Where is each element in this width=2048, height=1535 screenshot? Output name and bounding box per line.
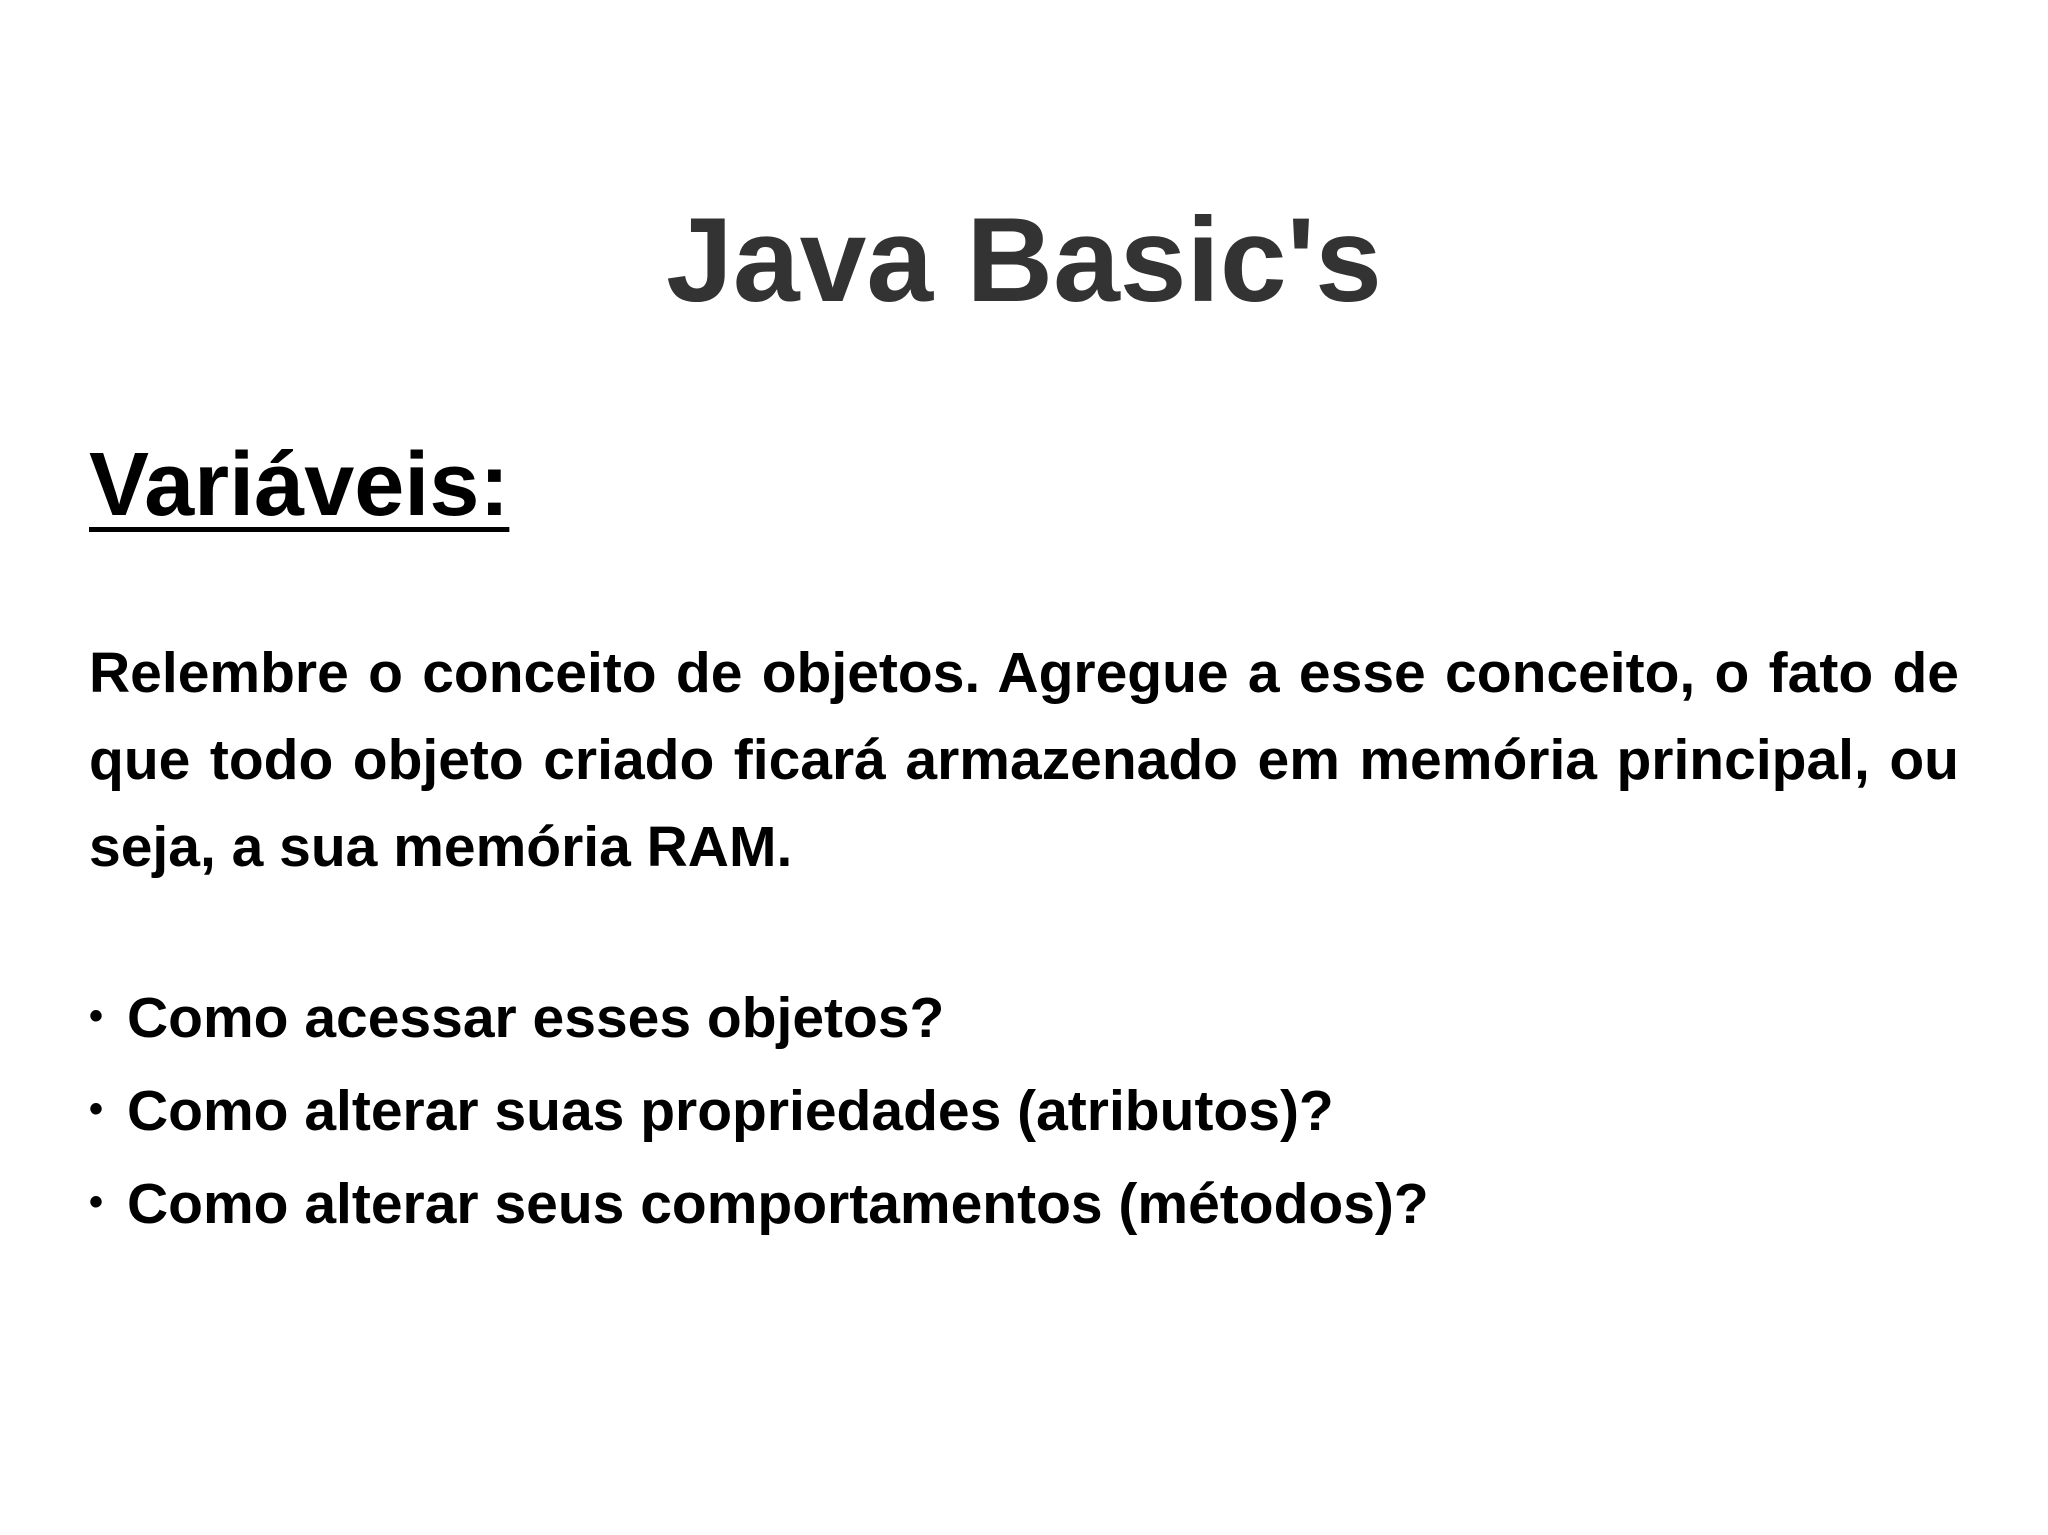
bullet-item bbox=[89, 975, 1959, 1068]
bullet-icon: • bbox=[89, 1180, 104, 1224]
bullet-text: Como alterar seus comportamentos (métodos)? bbox=[127, 1172, 1429, 1236]
bullet-item bbox=[89, 1161, 1959, 1254]
bullet-icon: • bbox=[89, 1087, 104, 1131]
bullet-item bbox=[89, 1068, 1959, 1161]
bullet-text: Como alterar suas propriedades (atributos)? bbox=[127, 1079, 1334, 1143]
bullet-list bbox=[89, 975, 1959, 1254]
body-paragraph: Relembre o conceito de objetos. Agregue a esse conceito, o fato de que todo objeto criado ficará armazenado em memória principal, ou seja, a sua memória RAM. bbox=[89, 641, 1959, 879]
bullet-text: Como acessar esses objetos? bbox=[127, 986, 945, 1050]
slide-title: Java Basic's bbox=[666, 193, 1382, 327]
section-heading: Variáveis: bbox=[89, 435, 510, 535]
bullet-icon: • bbox=[89, 994, 104, 1038]
